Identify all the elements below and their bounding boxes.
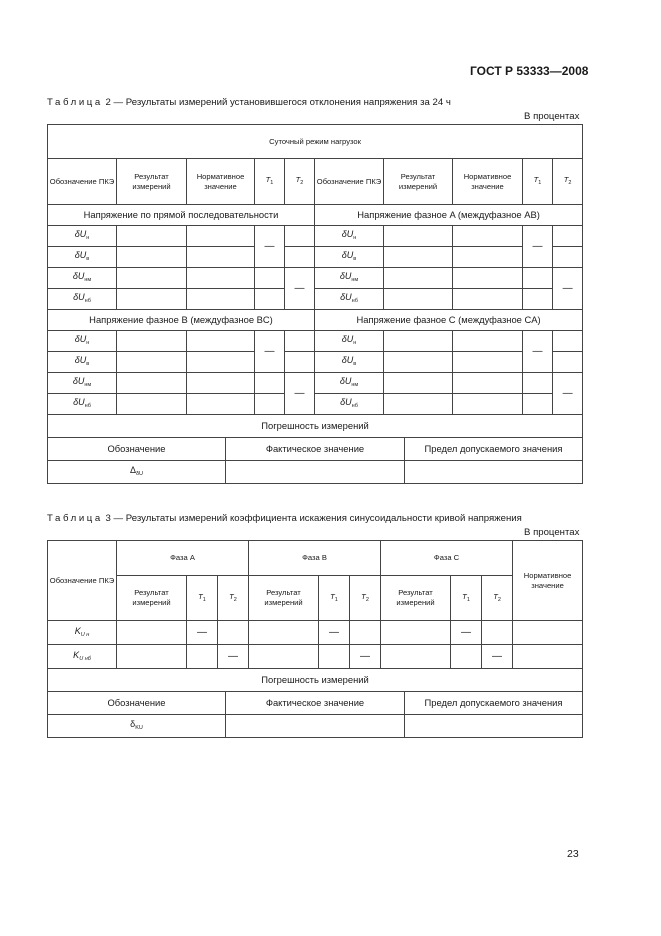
t2-cell: [285, 226, 315, 247]
error-actual-cell: [226, 715, 405, 738]
result-cell: [117, 247, 187, 268]
header-t1: $T_1$: [523, 159, 553, 205]
header-result: Результат измерений: [384, 159, 453, 205]
header-result: Результат измерений: [117, 159, 187, 205]
t3-header-result: Результат измерений: [249, 576, 319, 621]
t3-header-t2: $T_2$: [350, 576, 381, 621]
result-cell: [384, 289, 453, 310]
header-designation: Обозначение ПКЭ: [315, 159, 384, 205]
symbol-du-nb: $\delta U_{нб}$: [315, 394, 384, 415]
symbol-du-nb: $\delta U_{нб}$: [48, 394, 117, 415]
normative-cell: [513, 621, 583, 645]
t1-cell: [523, 289, 553, 310]
symbol-du-v: $\delta U_в$: [315, 352, 384, 373]
result-cell: [117, 268, 187, 289]
normative-cell: [453, 268, 523, 289]
t1-cell: [255, 289, 285, 310]
t2-cell: [350, 621, 381, 645]
symbol-du-nm: $\delta U_{нм}$: [315, 268, 384, 289]
normative-cell: [187, 352, 255, 373]
symbol-du-n: $\delta U_н$: [315, 331, 384, 352]
result-cell: [249, 621, 319, 645]
dash-cell: —: [523, 331, 553, 373]
normative-cell: [187, 268, 255, 289]
t1-cell: [187, 645, 218, 669]
t3-header-result: Результат измерений: [381, 576, 451, 621]
dash-cell: —: [482, 645, 513, 669]
standard-number: ГОСТ Р 53333—2008: [470, 64, 589, 78]
normative-cell: [187, 394, 255, 415]
symbol-du-v: $\delta U_в$: [315, 247, 384, 268]
dash-cell: —: [553, 373, 583, 415]
error-limit-cell: [405, 715, 583, 738]
header-t1: $T_1$: [255, 159, 285, 205]
normative-cell: [187, 247, 255, 268]
normative-cell: [187, 373, 255, 394]
symbol-ku-nb: $K_{U нб}$: [48, 645, 117, 669]
page-number: 23: [567, 848, 579, 860]
error-col-limit: Предел допускаемого значения: [405, 692, 583, 715]
table3-units: В процентах: [524, 527, 580, 538]
symbol-du-nm: $\delta U_{нм}$: [48, 373, 117, 394]
dash-cell: —: [319, 621, 350, 645]
section-phase-c: Напряжение фазное C (междуфазное CA): [315, 310, 583, 331]
symbol-du-n: $\delta U_н$: [48, 226, 117, 247]
t1-cell: [523, 268, 553, 289]
normative-cell: [187, 331, 255, 352]
dash-cell: —: [255, 226, 285, 268]
t2-cell: [553, 352, 583, 373]
t2-cell: [218, 621, 249, 645]
table2-caption-word: Таблица: [47, 97, 103, 108]
t1-cell: [523, 394, 553, 415]
normative-cell: [513, 645, 583, 669]
error-col-designation: Обозначение: [48, 692, 226, 715]
t3-header-designation: Обозначение ПКЭ: [48, 541, 117, 621]
t3-header-t1: $T_1$: [319, 576, 350, 621]
symbol-ku-n: $K_{U н}$: [48, 621, 117, 645]
normative-cell: [453, 226, 523, 247]
result-cell: [381, 621, 451, 645]
t1-cell: [255, 373, 285, 394]
table3-error: [47, 691, 583, 738]
table2-caption-text: 2 — Результаты измерений установившегося отклонения напряжения за 24 ч: [105, 97, 451, 108]
table2-caption: [47, 97, 451, 108]
t3-header-t1: $T_1$: [451, 576, 482, 621]
table3-caption-text: 3 — Результаты измерений коэффициента искажения синусоидальности кривой напряжения: [105, 513, 522, 524]
t3-error-title: Погрешность измерений: [48, 669, 583, 692]
table3-caption-word: Таблица: [47, 513, 103, 524]
symbol-du-v: $\delta U_в$: [48, 247, 117, 268]
header-normative: Нормативное значение: [187, 159, 255, 205]
normative-cell: [453, 247, 523, 268]
t3-header-t1: $T_1$: [187, 576, 218, 621]
section-phase-b: Напряжение фазное B (междуфазное BC): [48, 310, 315, 331]
symbol-du-n: $\delta U_н$: [315, 226, 384, 247]
symbol-du-nm: $\delta U_{нм}$: [315, 373, 384, 394]
t1-cell: [255, 394, 285, 415]
result-cell: [384, 352, 453, 373]
normative-cell: [453, 394, 523, 415]
result-cell: [117, 373, 187, 394]
t2-cell: [553, 247, 583, 268]
t2-cell: [553, 331, 583, 352]
table2-units: В процентах: [524, 111, 580, 122]
result-cell: [384, 268, 453, 289]
symbol-du-nb: $\delta U_{нб}$: [48, 289, 117, 310]
header-t2: $T_2$: [553, 159, 583, 205]
section-direct-sequence: Напряжение по прямой последовательности: [48, 205, 315, 226]
error-limit-cell: [405, 461, 583, 484]
dash-cell: —: [285, 373, 315, 415]
header-designation: Обозначение ПКЭ: [48, 159, 117, 205]
header-t2: $T_2$: [285, 159, 315, 205]
result-cell: [384, 226, 453, 247]
error-symbol: $\Delta_{\delta U}$: [48, 461, 226, 484]
result-cell: [117, 352, 187, 373]
normative-cell: [187, 289, 255, 310]
error-actual-cell: [226, 461, 405, 484]
error-col-limit: Предел допускаемого значения: [405, 438, 583, 461]
t1-cell: [319, 645, 350, 669]
result-cell: [384, 247, 453, 268]
symbol-du-nb: $\delta U_{нб}$: [315, 289, 384, 310]
symbol-du-n: $\delta U_н$: [48, 331, 117, 352]
dash-cell: —: [523, 226, 553, 268]
section-phase-a: Напряжение фазное A (междуфазное AB): [315, 205, 583, 226]
result-cell: [117, 331, 187, 352]
symbol-du-v: $\delta U_в$: [48, 352, 117, 373]
dash-cell: —: [187, 621, 218, 645]
dash-cell: —: [218, 645, 249, 669]
result-cell: [384, 394, 453, 415]
result-cell: [249, 645, 319, 669]
normative-cell: [453, 289, 523, 310]
table2-error: [47, 414, 583, 484]
error-col-designation: Обозначение: [48, 438, 226, 461]
t3-header-phase-a: Фаза A: [117, 541, 249, 576]
dash-cell: —: [285, 268, 315, 310]
header-normative: Нормативное значение: [453, 159, 523, 205]
t3-header-normative: Нормативное значение: [513, 541, 583, 621]
result-cell: [384, 373, 453, 394]
t3-header-t2: $T_2$: [482, 576, 513, 621]
t1-cell: [523, 373, 553, 394]
t3-header-phase-b: Фаза B: [249, 541, 381, 576]
t1-cell: [255, 268, 285, 289]
t2-cell: [285, 352, 315, 373]
result-cell: [117, 226, 187, 247]
table2: [47, 124, 583, 415]
normative-cell: [453, 331, 523, 352]
t2-cell: [285, 331, 315, 352]
t2-cell: [285, 247, 315, 268]
table3-caption: [47, 513, 522, 524]
error-col-actual: Фактическое значение: [226, 438, 405, 461]
t3-header-t2: $T_2$: [218, 576, 249, 621]
table3: [47, 540, 583, 692]
t3-header-result: Результат измерений: [117, 576, 187, 621]
dash-cell: —: [255, 331, 285, 373]
error-col-actual: Фактическое значение: [226, 692, 405, 715]
normative-cell: [187, 226, 255, 247]
t2-cell: [482, 621, 513, 645]
result-cell: [117, 394, 187, 415]
dash-cell: —: [553, 268, 583, 310]
dash-cell: —: [350, 645, 381, 669]
table2-title: Суточный режим нагрузок: [48, 125, 583, 159]
result-cell: [384, 331, 453, 352]
t2-cell: [553, 226, 583, 247]
result-cell: [117, 289, 187, 310]
error-title: Погрешность измерений: [48, 415, 583, 438]
dash-cell: —: [451, 621, 482, 645]
result-cell: [117, 621, 187, 645]
error-symbol: $\delta_{KU}$: [48, 715, 226, 738]
result-cell: [117, 645, 187, 669]
symbol-du-nm: $\delta U_{нм}$: [48, 268, 117, 289]
t3-header-phase-c: Фаза C: [381, 541, 513, 576]
normative-cell: [453, 352, 523, 373]
t1-cell: [451, 645, 482, 669]
normative-cell: [453, 373, 523, 394]
result-cell: [381, 645, 451, 669]
